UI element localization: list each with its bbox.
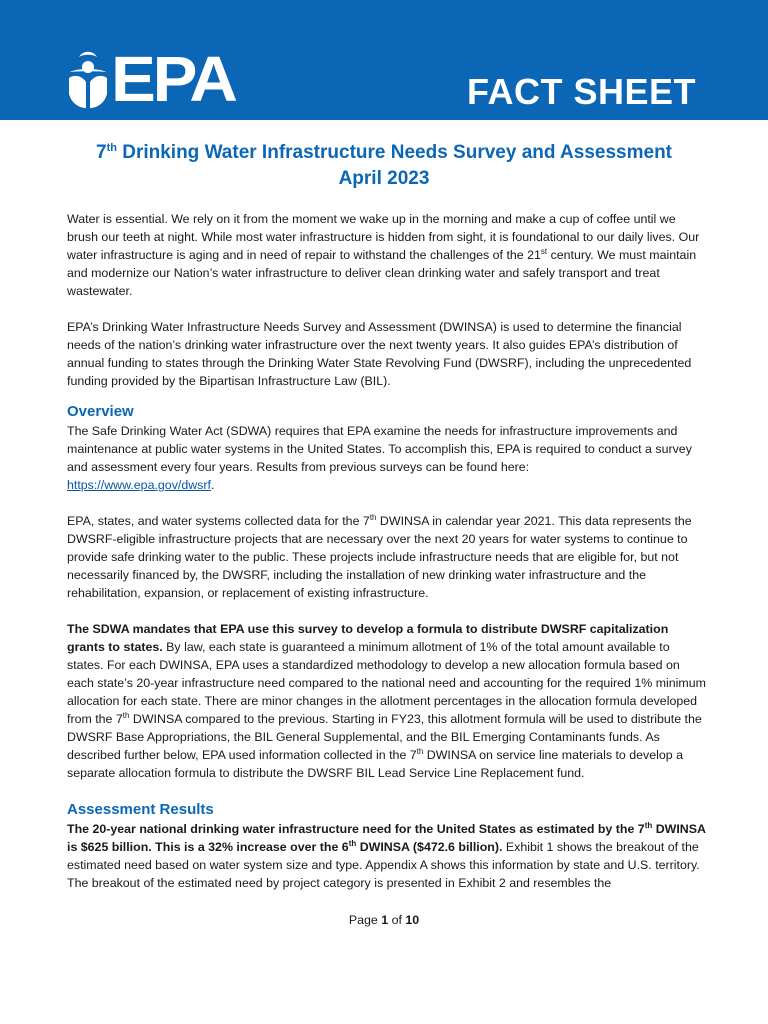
footer-of-label: of xyxy=(388,913,406,927)
results-bold-c: DWINSA ($472.6 billion). xyxy=(356,840,503,854)
intro-p1-text-b: century. We must maintain and modernize our Nation’s water infrastructure to deliver clean drinking water and safely transport and treat wastewater. xyxy=(67,248,697,298)
overview-p1-text: The Safe Drinking Water Act (SDWA) requires that EPA examine the needs for infrastructure improvements and maintenance at public water systems in the United States. To accomplish this, EPA is required to conduct a survey and assessment every four years. Results from previous surveys can be found here: xyxy=(67,424,692,474)
overview-paragraph-1 xyxy=(67,422,709,494)
overview-p2-sup: th xyxy=(369,513,377,522)
results-paragraph-1 xyxy=(67,820,709,892)
overview-paragraph-3 xyxy=(67,620,709,782)
fact-sheet-label: FACT SHEET xyxy=(466,71,696,112)
overview-p3-bold: The SDWA mandates that EPA use this survey to develop a formula to distribute DWSRF capitalization grants to states. xyxy=(67,622,669,654)
results-bold-b: DWINSA is $625 billion. This is a 32% increase over the 6 xyxy=(67,822,706,854)
overview-p3-text-b: DWINSA compared to the previous. Starting in FY23, this allotment formula will be used to distribute the DWSRF Base Appropriations, the BIL General Supplemental, and the BIL Emerging Contaminants funds. As described further below, EPA used information collected in the 7 xyxy=(67,712,702,762)
footer-page-label: Page xyxy=(348,913,382,927)
document-title xyxy=(40,140,728,192)
title-ordinal: 7 xyxy=(95,142,107,163)
overview-p2-text-b: DWINSA in calendar year 2021. This data represents the DWSRF-eligible infrastructure projects that are necessary over the next 20 years for water systems to continue to provide safe drinking water to the public. These projects include infrastructure needs that are eligible for, but not necessarily financed by, the DWSRF, including the installation of new drinking water infrastructure and the rehabilitation, expansion, or replacement of existing infrastructure. xyxy=(67,514,692,600)
page-footer xyxy=(0,911,768,929)
assessment-results-heading: Assessment Results xyxy=(67,801,214,818)
intro-paragraph-2: EPA’s Drinking Water Infrastructure Needs Survey and Assessment (DWINSA) is used to determine the financial needs of the nation’s drinking water infrastructure over the next twenty years. It also guides EPA’s distribution of annual funding to states through the Drinking Water State Revolving Fund (DWSRF), including the unprecedented funding provided by the Bipartisan Infrastructure Law (BIL). xyxy=(67,320,692,388)
overview-p3-text-a: By law, each state is guaranteed a minimum allotment of 1% of the total amount available to states. For each DWINSA, EPA uses a standardized methodology to develop a new allocation formula based on each state’s 20-year infrastructure need compared to the national need and accounting for the required 1% minimum allocation for each state. There are minor changes in the allotment percentages in the allocation formula developed from the 7 xyxy=(67,640,706,726)
overview-heading: Overview xyxy=(67,403,134,420)
intro-p1-sup: st xyxy=(540,247,548,256)
overview-p3-sup-2: th xyxy=(416,747,424,756)
results-bold-a: The 20-year national drinking water infrastructure need for the United States as estimated by the 7 xyxy=(67,822,645,836)
intro-paragraph-1 xyxy=(67,210,709,300)
footer-page-total: 10 xyxy=(405,913,420,927)
overview-p3-sup-1: th xyxy=(122,711,130,720)
overview-p3-text-c: DWINSA on service line materials to develop a separate allocation formula to distribute the DWSRF BIL Lead Service Line Replacement fund. xyxy=(67,748,683,780)
main-content xyxy=(67,210,709,910)
title-ordinal-suffix: th xyxy=(106,142,117,154)
title-date: April 2023 xyxy=(338,168,430,189)
dwsrf-link[interactable]: https://www.epa.gov/dwsrf xyxy=(67,478,211,492)
epa-logo-text: EPA xyxy=(111,43,235,115)
results-text: Exhibit 1 shows the breakout of the estimated need based on water system size and type. Appendix A shows this information by state and U.S. territory. The breakout of the estimated need by project category is presented in Exhibit 2 and resembles the xyxy=(67,840,700,890)
header-banner xyxy=(0,0,768,120)
overview-paragraph-2 xyxy=(67,512,709,602)
results-sup-1: th xyxy=(644,821,653,830)
results-sup-2: th xyxy=(348,839,357,848)
title-line xyxy=(40,140,728,166)
footer-page-number: 1 xyxy=(381,913,389,927)
title-text: Drinking Water Infrastructure Needs Survey and Assessment xyxy=(116,142,672,163)
intro-p1-text-a: Water is essential. We rely on it from the moment we wake up in the morning and make a cup of coffee until we brush our teeth at night. While most water infrastructure is hidden from sight, it is foundational to our daily lives. Our water infrastructure is aging and in need of repair to withstand the challenges of the 21 xyxy=(67,212,700,262)
overview-p2-text-a: EPA, states, and water systems collected data for the 7 xyxy=(67,514,370,528)
overview-p1-end: . xyxy=(210,478,215,492)
